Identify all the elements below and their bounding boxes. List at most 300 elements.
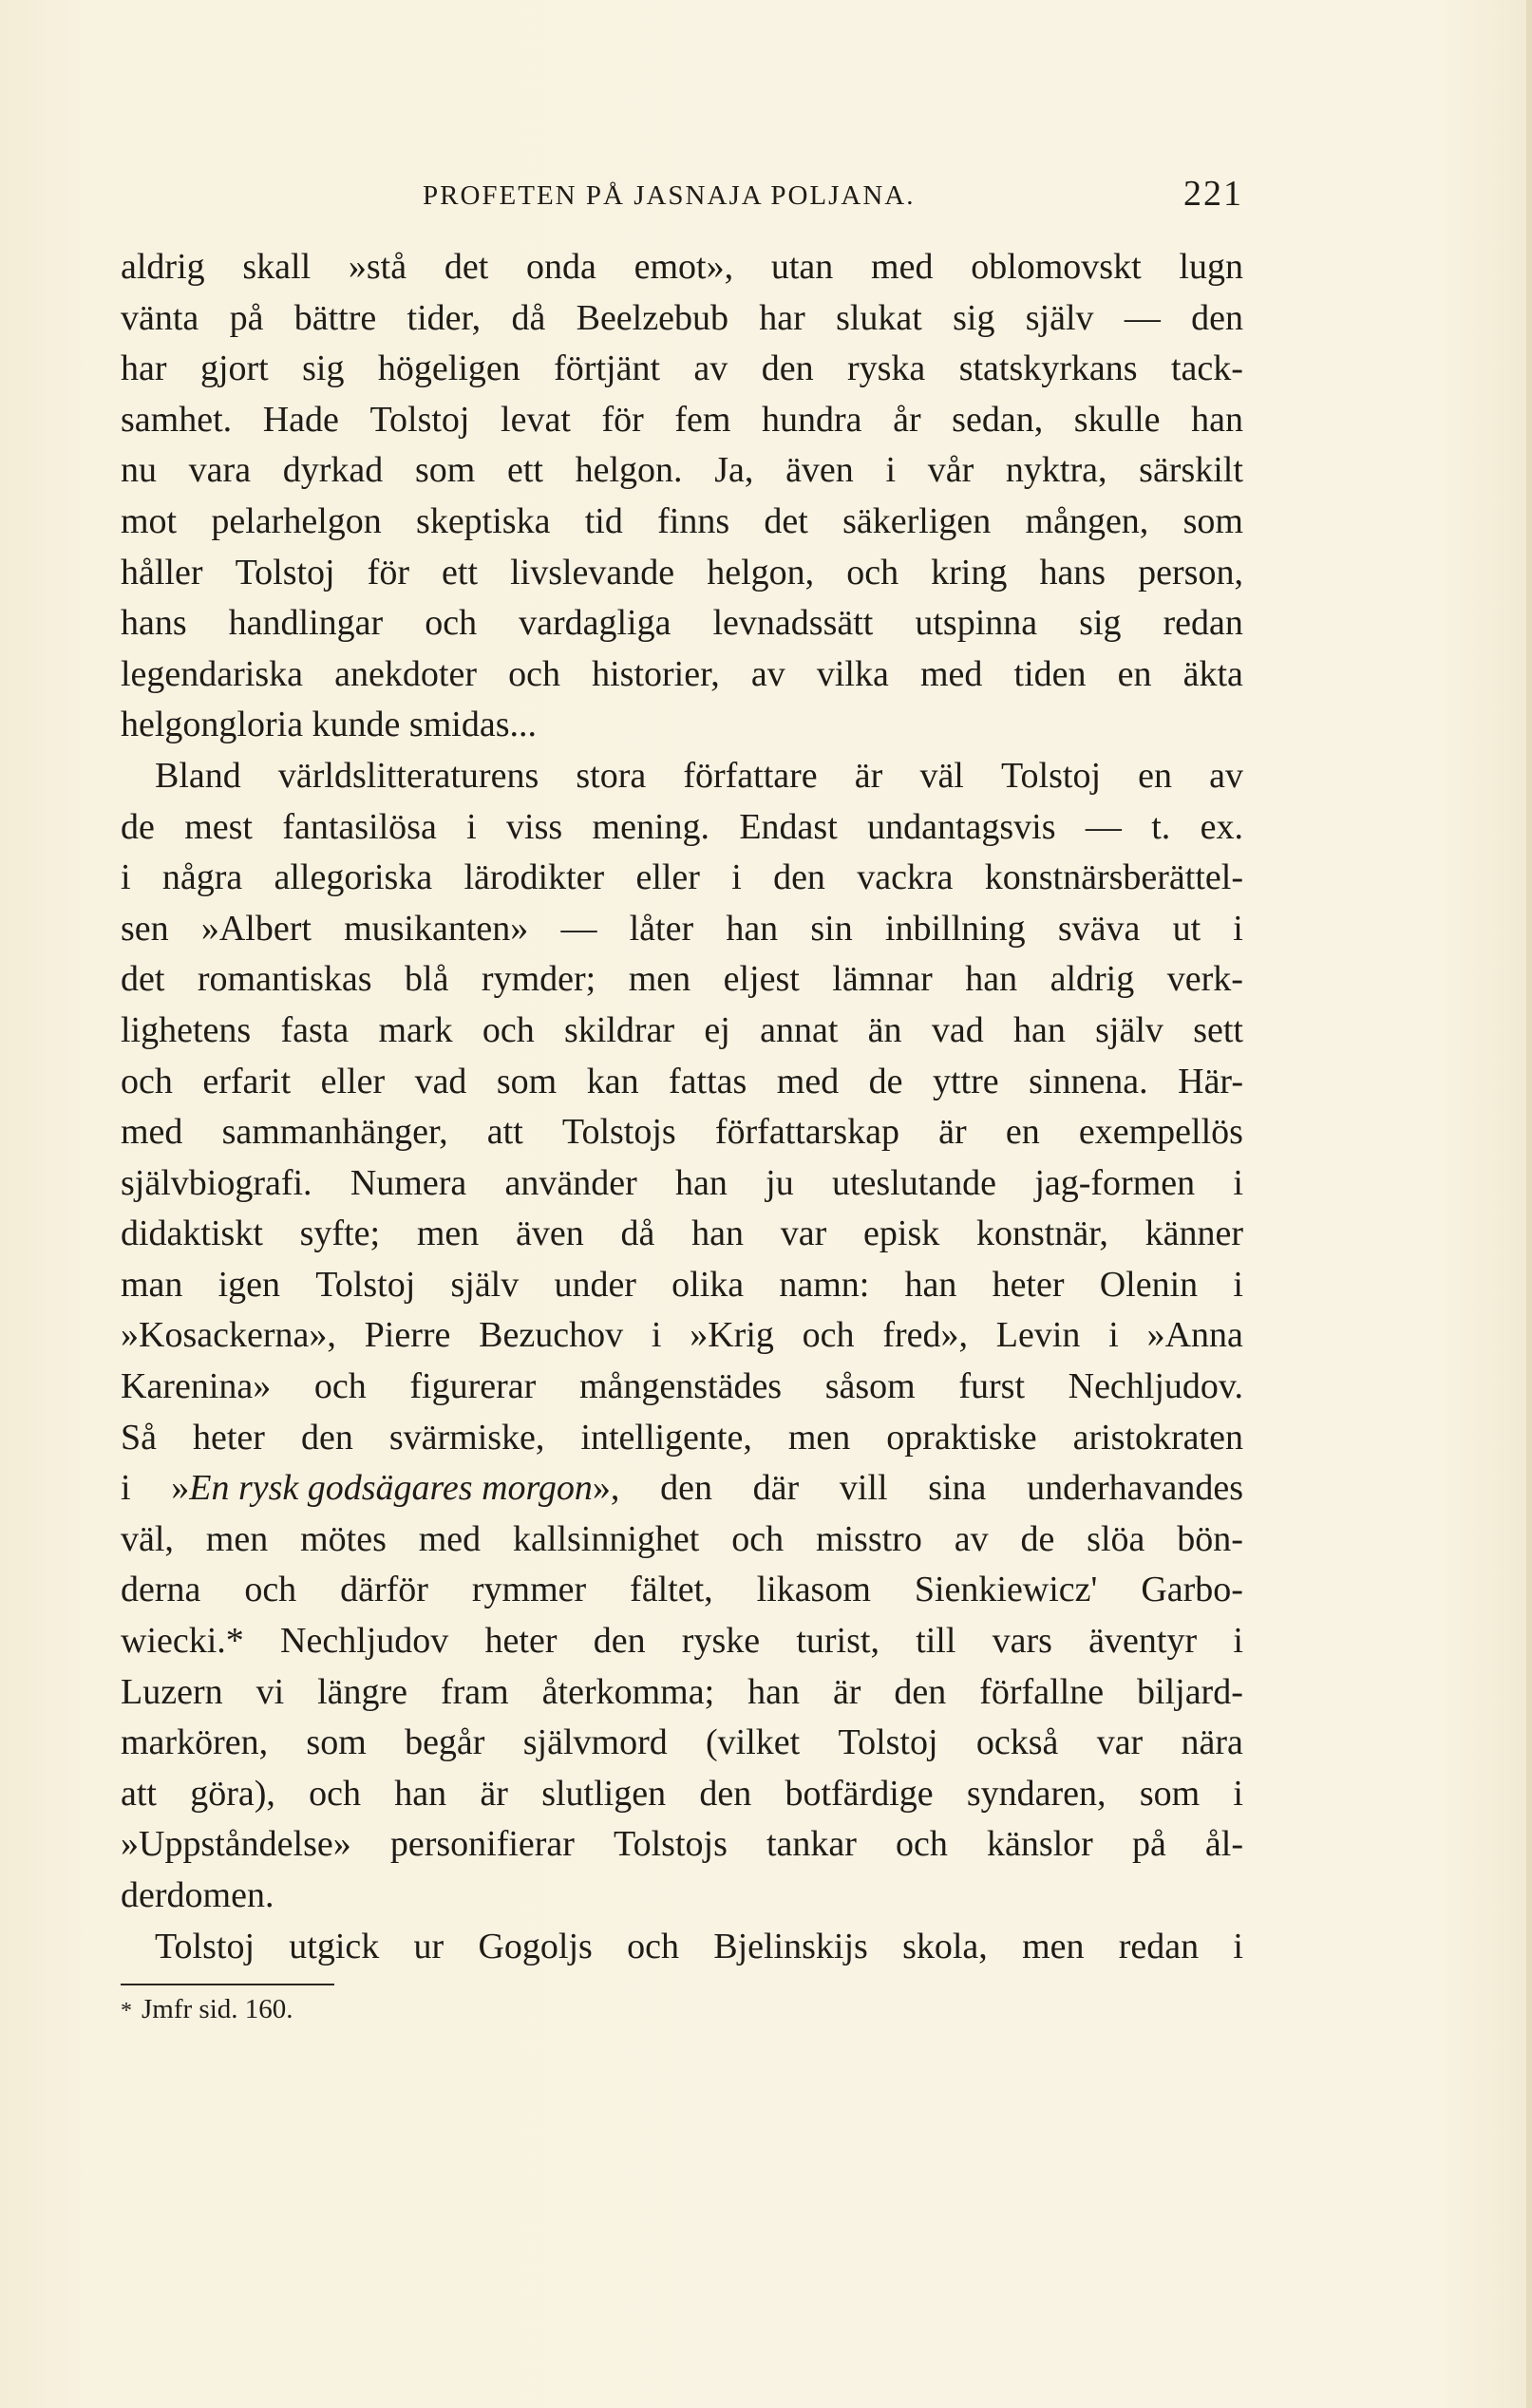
word: var — [780, 1213, 827, 1254]
word: i — [1233, 908, 1243, 949]
text-line — [121, 445, 1243, 497]
word: han — [1191, 399, 1243, 440]
word: under — [554, 1264, 636, 1305]
word: nyktra, — [1005, 450, 1107, 491]
word: i — [121, 857, 131, 898]
word: Hade — [262, 399, 339, 440]
word: historier, — [592, 653, 720, 694]
word: lämnar — [832, 959, 933, 1000]
word: slöa — [1087, 1518, 1145, 1559]
word: Garbo- — [1141, 1570, 1243, 1610]
word: botfärdige — [785, 1773, 934, 1814]
body-text — [121, 242, 1243, 1972]
word: och — [313, 1366, 367, 1407]
word: rymmer — [471, 1570, 587, 1610]
word: tack- — [1170, 348, 1243, 389]
word: den — [1191, 297, 1243, 338]
word: av — [750, 653, 785, 694]
word: bön- — [1177, 1518, 1243, 1559]
word: göra), — [190, 1773, 275, 1814]
word: som — [414, 450, 476, 491]
word: vänta — [121, 297, 199, 338]
word: och — [244, 1570, 297, 1610]
word: och — [846, 552, 899, 593]
text-line — [121, 497, 1243, 548]
word: och — [731, 1518, 785, 1559]
text-line — [121, 751, 1243, 802]
word: att — [121, 1773, 157, 1814]
word: underhavandes — [1027, 1468, 1243, 1509]
word: de — [1020, 1518, 1055, 1559]
word: sen — [121, 908, 169, 949]
word: men — [1022, 1926, 1085, 1966]
word: markören, — [121, 1722, 269, 1763]
word: var — [1096, 1722, 1144, 1763]
word: Här- — [1178, 1061, 1243, 1101]
word: gjort — [199, 348, 269, 389]
text-line — [121, 1769, 1243, 1820]
word: personifierar — [389, 1824, 575, 1865]
word: där — [752, 1468, 800, 1509]
word: känner — [1144, 1213, 1243, 1254]
word: erfarit — [202, 1061, 292, 1101]
word: med — [776, 1061, 840, 1101]
text-line — [121, 1565, 1243, 1616]
word: sina — [928, 1468, 987, 1509]
text-line — [121, 1819, 1243, 1871]
word: men — [205, 1518, 269, 1559]
word: fred», — [882, 1315, 969, 1356]
word: i — [1233, 1926, 1243, 1966]
text-line — [121, 1463, 1243, 1514]
word: heter — [193, 1417, 265, 1458]
word: vi — [255, 1671, 285, 1712]
word: »Anna — [1146, 1315, 1243, 1356]
word: äkta — [1182, 653, 1243, 694]
word: som — [1182, 500, 1243, 541]
word: ål- — [1204, 1824, 1243, 1865]
word: »Krig — [690, 1315, 774, 1356]
word: furst — [958, 1366, 1025, 1407]
word: blå — [405, 959, 449, 1000]
word: undantagsvis — [867, 806, 1056, 847]
word: och — [482, 1009, 535, 1050]
word: i — [1233, 1773, 1243, 1814]
word: han — [904, 1264, 957, 1305]
word: hans — [121, 603, 187, 644]
text-line — [121, 1260, 1243, 1311]
word: några — [161, 857, 243, 898]
word: själv — [1025, 297, 1094, 338]
word: Nechljudov — [280, 1621, 449, 1662]
word: levnadssätt — [712, 603, 874, 644]
word: i — [1108, 1315, 1119, 1356]
word: de — [868, 1061, 903, 1101]
word: nu — [121, 450, 157, 491]
text-line — [121, 548, 1243, 599]
word: figurerar — [409, 1366, 537, 1407]
word: redan — [1163, 603, 1243, 644]
word: derna — [121, 1570, 201, 1610]
word: Tolstoj — [235, 552, 335, 593]
word: återkomma; — [541, 1671, 715, 1712]
word: »En rysk godsägares morgon», — [171, 1468, 620, 1509]
word: annat — [760, 1009, 839, 1050]
word: ej — [704, 1009, 730, 1050]
word: han — [675, 1162, 728, 1203]
word: han — [747, 1671, 800, 1712]
word: vackra — [857, 857, 954, 898]
text-line — [121, 242, 1243, 293]
word: inbillning — [884, 908, 1026, 949]
word: mötes — [300, 1518, 387, 1559]
word: det — [444, 247, 489, 287]
word: författare — [683, 755, 818, 796]
word: Ja, — [714, 450, 754, 491]
word: wiecki.* — [121, 1621, 244, 1662]
word: »stå — [348, 247, 407, 287]
word: i — [651, 1315, 662, 1356]
word: i — [1233, 1621, 1243, 1662]
word: — — [1085, 806, 1122, 847]
word: själv — [450, 1264, 520, 1305]
word: lärodikter — [463, 857, 605, 898]
word: han — [965, 959, 1018, 1000]
text-line — [121, 700, 1243, 751]
word: har — [759, 297, 805, 338]
word: vår — [927, 450, 974, 491]
word: fem — [674, 399, 731, 440]
word: i — [885, 450, 897, 491]
word: musikanten» — [344, 908, 529, 949]
footnote — [121, 1990, 293, 2030]
word: biljard- — [1137, 1671, 1243, 1712]
word: statskyrkans — [958, 348, 1138, 389]
word: namn: — [779, 1264, 870, 1305]
word: person, — [1138, 552, 1243, 593]
word: heter — [484, 1621, 558, 1662]
word: känslor — [986, 1824, 1093, 1865]
word: högeligen — [377, 348, 520, 389]
text-line — [121, 1006, 1243, 1057]
word: tiden — [1013, 653, 1087, 694]
word: fantasilösa — [282, 806, 437, 847]
word: anekdoter — [334, 653, 477, 694]
word: är — [854, 755, 883, 796]
word: han — [394, 1773, 447, 1814]
word: Beelzebub — [576, 297, 728, 338]
word: aldrig — [1050, 959, 1135, 1000]
word: aristokraten — [1072, 1417, 1243, 1458]
word: därför — [340, 1570, 428, 1610]
word: sig — [953, 297, 995, 338]
word: av — [1209, 755, 1243, 796]
word: i — [121, 1468, 131, 1509]
word: låter — [629, 908, 694, 949]
word: av — [693, 348, 728, 389]
word: den — [660, 1468, 712, 1509]
footnote-text: Jmfr sid. 160. — [142, 1994, 293, 2024]
word: episk — [863, 1213, 940, 1254]
word: Bezuchov — [479, 1315, 624, 1356]
word: Tolstojs — [614, 1824, 728, 1865]
word: för — [367, 552, 409, 593]
word: lugn — [1179, 247, 1243, 287]
word: Pierre — [364, 1315, 451, 1356]
word: äventyr — [1088, 1621, 1198, 1662]
word: sammanhänger, — [221, 1112, 448, 1153]
word: skildrar — [564, 1009, 675, 1050]
word: Tolstoj — [1000, 755, 1102, 796]
word: en — [1117, 653, 1152, 694]
word: kan — [586, 1061, 639, 1101]
word: sig — [1079, 603, 1122, 644]
word: samhet. — [121, 399, 233, 440]
word: Endast — [739, 806, 838, 847]
word: vara — [188, 450, 252, 491]
word: skeptiska — [416, 500, 551, 541]
word: då — [620, 1213, 655, 1254]
word: av — [954, 1518, 989, 1559]
text-line — [121, 1514, 1243, 1566]
word: Karenina» — [121, 1366, 272, 1407]
word: konstnär, — [976, 1213, 1108, 1254]
word: på — [1131, 1824, 1166, 1865]
text-line — [121, 649, 1243, 701]
word: vad — [931, 1009, 984, 1050]
text-line — [121, 1057, 1243, 1108]
word: igen — [218, 1264, 281, 1305]
word: konstnärsberättel- — [984, 857, 1243, 898]
text-line — [121, 1871, 1243, 1922]
word: är — [832, 1671, 861, 1712]
text-line — [121, 1922, 1243, 1973]
word: stora — [576, 755, 647, 796]
word: tid — [584, 500, 623, 541]
word: (vilket — [706, 1722, 801, 1763]
word: sin — [810, 908, 853, 949]
word: vardagliga — [519, 603, 671, 644]
word: sett — [1193, 1009, 1243, 1050]
word: väl — [919, 755, 964, 796]
word: såsom — [824, 1366, 916, 1407]
word: Tolstoj — [838, 1722, 938, 1763]
word: eljest — [723, 959, 800, 1000]
word: tankar — [766, 1824, 857, 1865]
word: ex. — [1200, 806, 1243, 847]
word: särskilt — [1139, 450, 1243, 491]
word: mot — [121, 500, 178, 541]
word: eller — [635, 857, 700, 898]
text-line — [121, 904, 1243, 955]
word: år — [893, 399, 921, 440]
word: derdomen. — [121, 1875, 274, 1915]
word: förtjänt — [554, 348, 661, 389]
word: jag-formen — [1034, 1162, 1196, 1203]
word: redan — [1118, 1926, 1200, 1966]
word: exempellös — [1078, 1112, 1243, 1153]
word: turist, — [796, 1621, 879, 1662]
word: på — [229, 297, 264, 338]
word: slukat — [836, 297, 922, 338]
word: eller — [320, 1061, 386, 1101]
footnote-divider — [121, 1984, 334, 1985]
word: — — [560, 908, 597, 949]
word: syndaren, — [966, 1773, 1106, 1814]
word: Tolstoj — [315, 1264, 416, 1305]
word: fasta — [280, 1009, 350, 1050]
word: Levin — [995, 1315, 1081, 1356]
word: de — [121, 806, 155, 847]
word: intelligente, — [580, 1417, 752, 1458]
word: dyrkad — [282, 450, 384, 491]
word: han — [726, 908, 779, 949]
word: men — [787, 1417, 851, 1458]
word: bättre — [293, 297, 377, 338]
word: med — [121, 1112, 183, 1153]
italic-title: En rysk godsägares morgon — [189, 1468, 593, 1509]
word: använder — [504, 1162, 637, 1203]
word: »Uppståndelse» — [121, 1824, 351, 1865]
word: didaktiskt — [121, 1213, 263, 1254]
word: ut — [1172, 908, 1201, 949]
word: ett — [506, 450, 543, 491]
word: självbiografi. — [121, 1162, 312, 1203]
word: det — [121, 959, 165, 1000]
word: själv — [1095, 1009, 1163, 1050]
word: ryska — [846, 348, 926, 389]
word: emot», — [634, 247, 734, 287]
word: utspinna — [915, 603, 1038, 644]
word: skall — [242, 247, 312, 287]
word: den — [773, 857, 825, 898]
word: »Albert — [200, 908, 312, 949]
word: lighetens — [121, 1009, 252, 1050]
word: mark — [378, 1009, 453, 1050]
word: till — [916, 1621, 956, 1662]
word: en — [1005, 1112, 1040, 1153]
text-line — [121, 293, 1243, 345]
text-line — [121, 1362, 1243, 1413]
word: i — [466, 806, 477, 847]
word: med — [418, 1518, 482, 1559]
word: aldrig — [121, 247, 205, 287]
word: man — [121, 1264, 183, 1305]
word: som — [496, 1061, 558, 1101]
word: onda — [526, 247, 596, 287]
word: skola, — [902, 1926, 988, 1966]
word: sedan, — [952, 399, 1044, 440]
word: vad — [414, 1061, 467, 1101]
text-line — [121, 1209, 1243, 1260]
text-line — [121, 344, 1243, 395]
word: som — [1139, 1773, 1201, 1814]
word: den — [761, 348, 814, 389]
word: och — [121, 1061, 173, 1101]
word: Bjelinskijs — [713, 1926, 868, 1966]
word: världslitteraturens — [277, 755, 539, 796]
word: nära — [1181, 1722, 1243, 1763]
word: svärmiske, — [388, 1417, 545, 1458]
word: utan — [770, 247, 834, 287]
text-line — [121, 1107, 1243, 1158]
word: den — [894, 1671, 947, 1712]
word: heter — [992, 1264, 1065, 1305]
word: men — [416, 1213, 480, 1254]
word: helgon. — [575, 450, 683, 491]
word: och — [896, 1824, 948, 1865]
word: förfallne — [979, 1671, 1105, 1712]
footnote-mark: * — [121, 1999, 132, 2023]
text-line — [121, 954, 1243, 1006]
word: författarskap — [714, 1112, 899, 1153]
word: med — [919, 653, 983, 694]
word: säkerligen — [842, 500, 992, 541]
word: mången, — [1025, 500, 1149, 541]
word: utgick — [289, 1926, 380, 1966]
word: tider, — [407, 297, 482, 338]
word: då — [511, 297, 546, 338]
word: vilka — [816, 653, 889, 694]
word: finns — [657, 500, 730, 541]
text-line — [121, 1158, 1243, 1210]
word: hundra — [761, 399, 862, 440]
word: pelarhelgon — [211, 500, 382, 541]
word: det — [764, 500, 808, 541]
word: men — [628, 959, 691, 1000]
word: Så — [121, 1417, 157, 1458]
word: levat — [501, 399, 571, 440]
word: väl, — [121, 1518, 174, 1559]
word: och — [425, 603, 478, 644]
word: vars — [992, 1621, 1052, 1662]
text-line — [121, 395, 1243, 446]
word: han — [691, 1213, 744, 1254]
word: ett — [442, 552, 479, 593]
word: mening. — [592, 806, 709, 847]
word: yttre — [933, 1061, 999, 1101]
word: att — [486, 1112, 523, 1153]
word: slutligen — [541, 1773, 667, 1814]
word: Nechljudov. — [1068, 1366, 1243, 1407]
word: också — [975, 1722, 1059, 1763]
word: misstro — [815, 1518, 922, 1559]
word: Tolstoj — [369, 399, 470, 440]
word: är — [480, 1773, 508, 1814]
word: verk- — [1166, 959, 1243, 1000]
word: än — [867, 1009, 902, 1050]
word: — — [1124, 297, 1161, 338]
word: Tolstoj — [155, 1926, 255, 1966]
running-title: PROFETEN PÅ JASNAJA POLJANA. — [423, 180, 916, 211]
text-line — [121, 1616, 1243, 1667]
word: ur — [413, 1926, 444, 1966]
page-number: 221 — [1183, 174, 1243, 214]
word: skulle — [1073, 399, 1161, 440]
word: den — [593, 1621, 646, 1662]
word: handlingar — [228, 603, 384, 644]
word: Olenin — [1099, 1264, 1199, 1305]
text-line — [121, 853, 1243, 904]
word: även — [785, 450, 854, 491]
text-line — [121, 1718, 1243, 1769]
word: legendariska — [121, 653, 304, 694]
text-line — [121, 598, 1243, 649]
word: uteslutande — [831, 1162, 997, 1203]
word: längre — [317, 1671, 408, 1712]
word: Sienkiewicz' — [914, 1570, 1098, 1610]
word: Tolstojs — [561, 1112, 676, 1153]
